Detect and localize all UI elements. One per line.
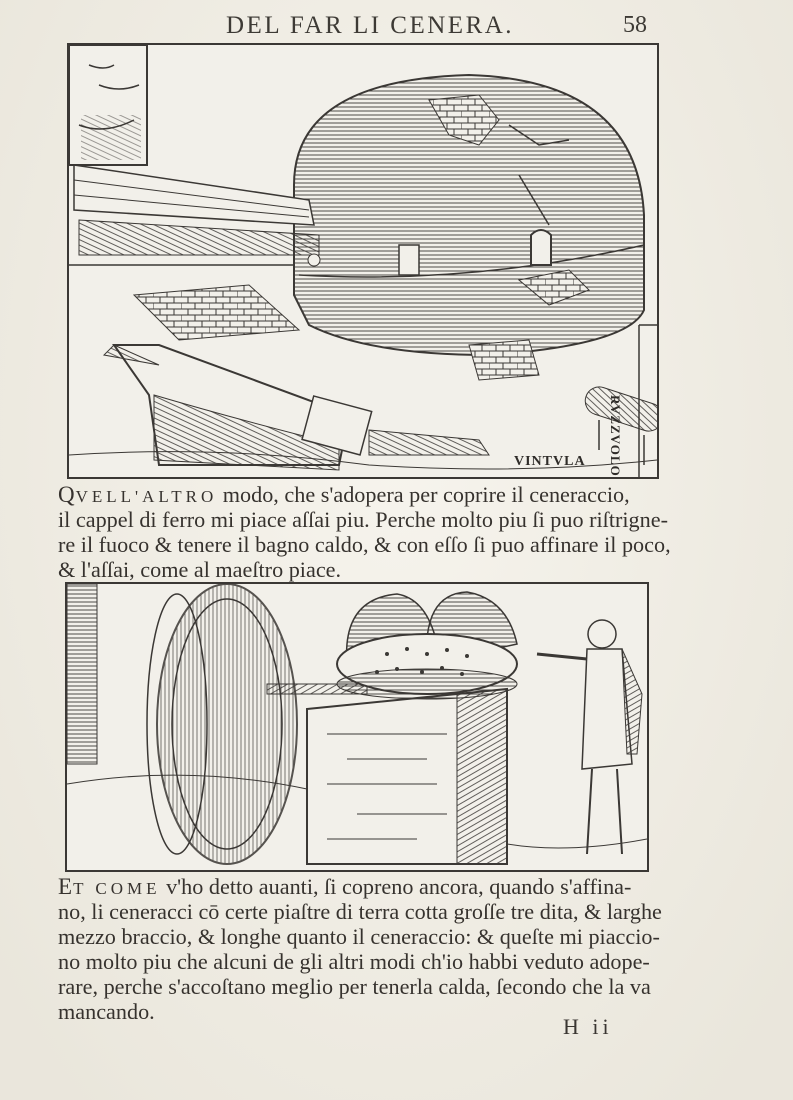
water-wheel-furnace-illustration <box>67 584 647 870</box>
text-line: modo, che s'adopera per coprire il ceneraccio, <box>217 482 630 507</box>
paragraph-1-line-1 <box>58 482 670 507</box>
signature-mark: H ii <box>563 1014 613 1039</box>
furnace-dome-illustration <box>69 45 657 477</box>
smallcaps-lead: VELL'ALTRO <box>75 487 218 506</box>
text-line: no molto piu che alcuni de gli altri modi ch'io habbi veduto adope- <box>58 949 650 974</box>
text-line: mezzo braccio, & longhe quanto il ceneraccio: & queſte mi piaccio- <box>58 924 660 949</box>
paragraph-1 <box>58 482 670 582</box>
text-line: re il fuoco & tenere il bagno caldo, & con eſſo ſi puo affinare il poco, <box>58 532 671 557</box>
text-line: & l'aſſai, come al maeſtro piace. <box>58 557 342 582</box>
paragraph-2-line-1 <box>58 874 670 899</box>
text-line: il cappel di ferro mi piace aſſai piu. Perche molto piu ſi puo riſtrigne- <box>58 507 668 532</box>
drop-initial: E <box>58 874 74 899</box>
woodcut-water-wheel-furnace <box>65 582 649 872</box>
text-line: rare, perche s'accoſtano meglio per tenerla calda, ſecondo che la va <box>58 974 651 999</box>
drop-initial: Q <box>58 482 76 507</box>
label-pipe: RVZZVOLO <box>608 395 623 477</box>
page-number: 58 <box>623 12 647 38</box>
text-line: v'ho detto auanti, ſi copreno ancora, quando s'affina- <box>160 874 632 899</box>
label-bellows: VINTVLA <box>514 454 586 469</box>
running-head: DEL FAR LI CENERA. <box>226 12 515 39</box>
text-line: no, li ceneracci cō certe piaſtre di terra cotta groſſe tre dita, & larghe <box>58 899 662 924</box>
woodcut-furnace-dome <box>67 43 659 479</box>
smallcaps-lead: T COME <box>73 879 161 898</box>
paragraph-2 <box>58 874 670 1024</box>
text-line: mancando. <box>58 999 155 1024</box>
